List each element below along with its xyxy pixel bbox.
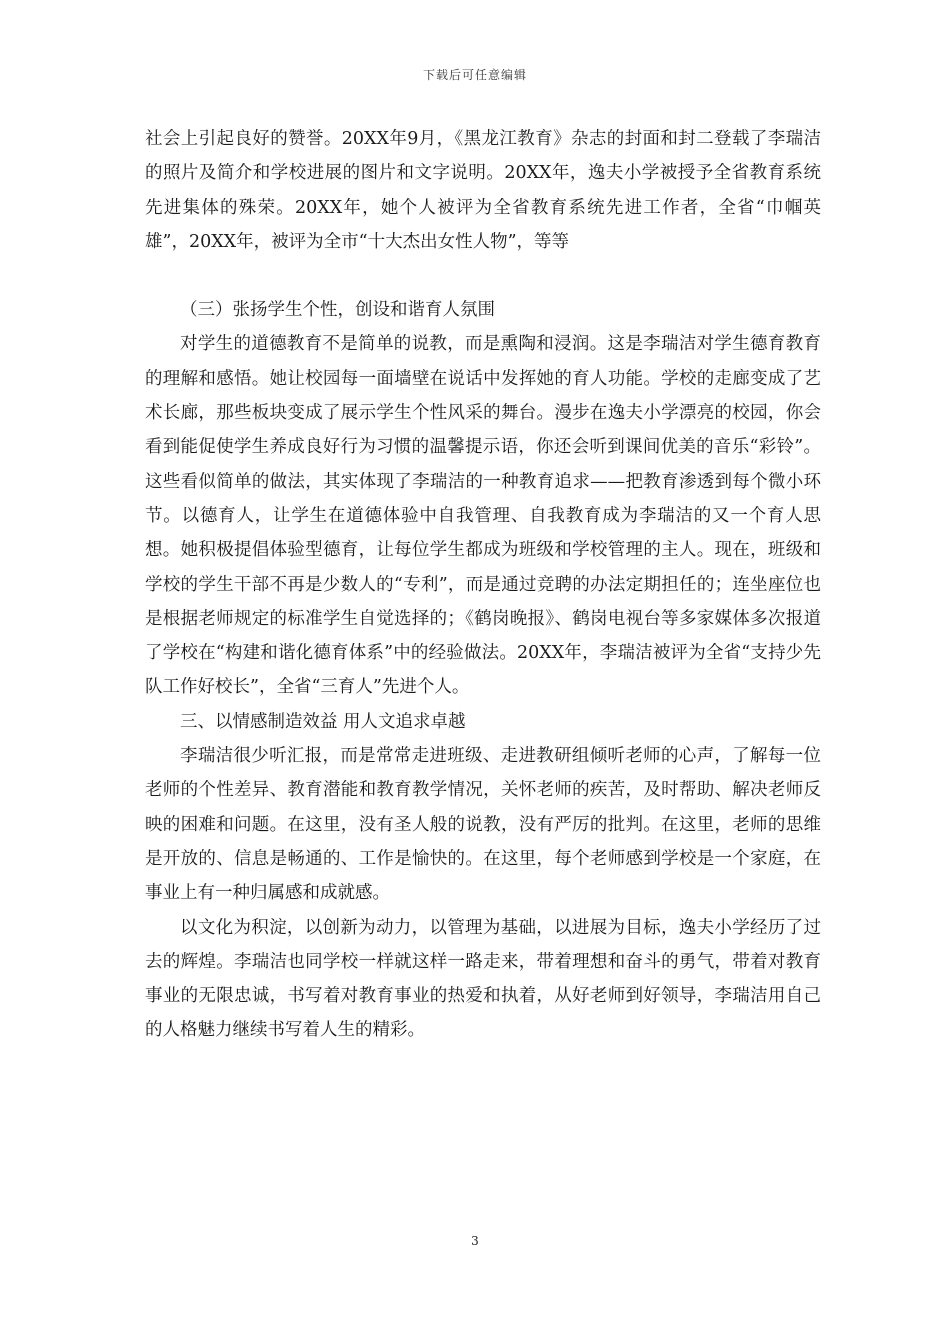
document-body [145, 122, 821, 1048]
paragraph-spacer [145, 259, 821, 293]
page-header: 下载后可任意编辑 [422, 68, 527, 82]
paragraph-teacher-care: 李瑞洁很少听汇报，而是常常走进班级、走进教研组倾听老师的心声，了解每一位老师的个性差异、教育潜能和教育教学情况，关怀老师的疾苦，及时帮助、解决老师反映的困难和问题。在这里，没有圣人般的说教，没有严厉的批判。在这里，老师的思维是开放的、信息是畅通的、工作是愉快的。在这里，每个老师感到学校是一个家庭，在事业上有一种归属感和成就感。 [145, 746, 821, 904]
paragraph-moral-education: 对学生的道德教育不是简单的说教，而是熏陶和浸润。这是李瑞洁对学生德育教育的理解和感悟。她让校园每一面墙壁在说话中发挥她的育人功能。学校的走廊变成了艺术长廊，那些板块变成了展示学生个性风采的舞台。漫步在逸夫小学漂亮的校园，你会看到能促使学生养成良好行为习惯的温馨提示语，你还会听到课间优美的音乐“彩铃”。这些看似简单的做法，其实体现了李瑞洁的一种教育追求——把教育渗透到每个微小环节。以德育人，让学生在道德体验中自我管理、自我教育成为李瑞洁的又一个育人思想。她积极提倡体验型德育，让每位学生都成为班级和学校管理的主人。现在，班级和学校的学生干部不再是少数人的“专利”，而是通过竞聘的办法定期担任的；连坐座位也是根据老师规定的标准学生自觉选择的；《鹤岗晚报》、鹤岗电视台等多家媒体多次报道了学校在“构建和谐化德育体系”中的经验做法。20XX年，李瑞洁被评为全省“支持少先队工作好校长”，全省“三育人”先进个人。 [145, 334, 821, 698]
paragraph-continuation: 社会上引起良好的赞誉。20XX年9月，《黑龙江教育》杂志的封面和封二登载了李瑞洁的照片及简介和学校进展的图片和文字说明。20XX年，逸夫小学被授予全省教育系统先进集体的殊荣。20XX年，她个人被评为全省教育系统先进工作者，全省“巾帼英雄”，20XX年，被评为全市“十大杰出女性人物”，等等 [145, 129, 821, 252]
section-heading-three: 三、以情感制造效益 用人文追求卓越 [180, 711, 466, 732]
page-number: 3 [471, 1234, 479, 1248]
section-heading-3: （三）张扬学生个性，创设和谐育人氛围 [180, 300, 495, 321]
paragraph-conclusion: 以文化为积淀，以创新为动力，以管理为基础，以进展为目标，逸夫小学经历了过去的辉煌。李瑞洁也同学校一样就这样一路走来，带着理想和奋斗的勇气，带着对教育事业的无限忠诚，书写着对教育事业的热爱和执着，从好老师到好领导，李瑞洁用自己的人格魅力继续书写着人生的精彩。 [145, 917, 821, 1041]
